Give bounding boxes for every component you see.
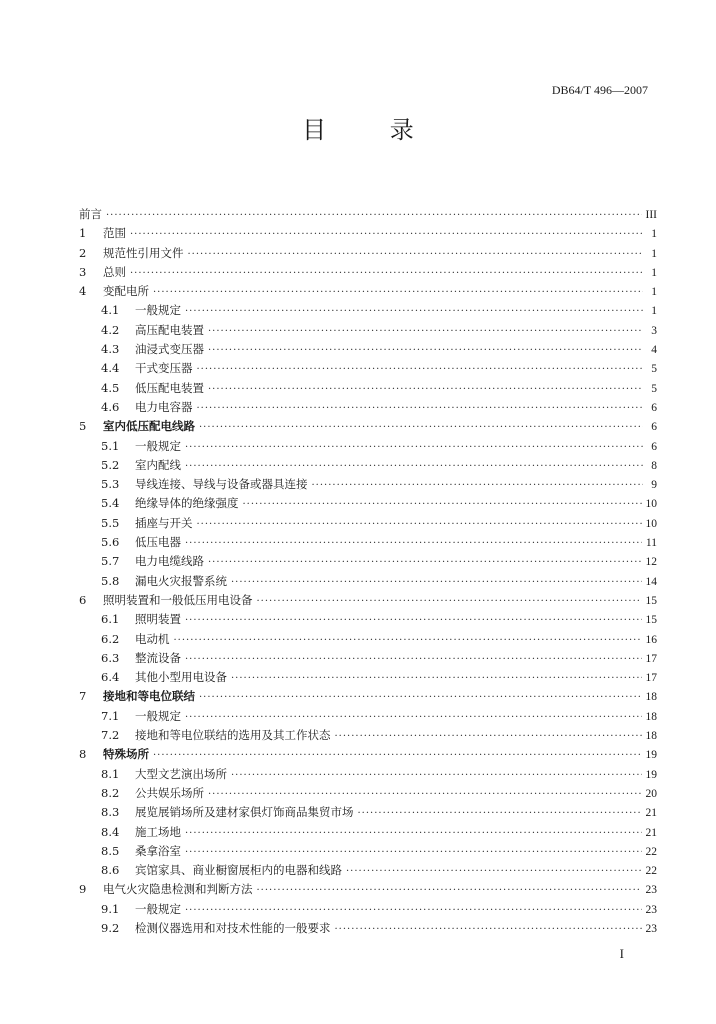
- toc-entry: [79, 225, 657, 244]
- toc-entry-label: 一般规定: [135, 901, 181, 916]
- toc-entry-number: 6.3: [101, 650, 120, 665]
- toc-entry-page: 1: [651, 247, 657, 260]
- page-number: I: [619, 946, 624, 961]
- toc-entry-page: III: [645, 209, 657, 221]
- toc-entry-number: 4.3: [101, 342, 120, 357]
- toc-entry-label: 插座与开关: [135, 515, 193, 530]
- toc-leader-dots: [106, 210, 642, 221]
- toc-entry-number: 6: [79, 592, 87, 607]
- toc-leader-dots: [197, 519, 642, 530]
- toc-entry-label: 电动机: [135, 631, 170, 646]
- toc-entry-number: 1: [79, 226, 87, 241]
- toc-entry-page: 20: [645, 787, 657, 800]
- toc-leader-dots: [153, 287, 643, 298]
- toc-leader-dots: [358, 808, 642, 819]
- toc-entry-label: 大型文艺演出场所: [135, 766, 227, 781]
- toc-leader-dots: [185, 615, 642, 626]
- toc-entry-number: 4.5: [101, 380, 120, 395]
- toc-leader-dots: [185, 905, 642, 916]
- toc-entry-page: 17: [645, 672, 657, 685]
- toc-entry-label: 接地和等电位联结: [103, 689, 195, 704]
- toc-leader-dots: [185, 828, 642, 839]
- toc-entry-page: 23: [645, 884, 657, 897]
- toc-entry-number: 6.1: [101, 612, 120, 627]
- toc-entry-page: 11: [645, 537, 657, 550]
- toc-leader-dots: [130, 268, 643, 279]
- toc-entry-label: 高压配电装置: [135, 322, 204, 337]
- toc-leader-dots: [231, 673, 642, 684]
- toc-entry-number: 9.1: [101, 901, 120, 916]
- toc-entry-page: 16: [645, 633, 657, 646]
- toc-entry-number: 6.2: [101, 631, 120, 646]
- toc-entry-label: 室内低压配电线路: [103, 419, 195, 434]
- toc-entry-page: 17: [645, 652, 657, 665]
- toc-entry: [79, 264, 657, 283]
- toc-entry-page: 21: [645, 807, 657, 820]
- toc-leader-dots: [185, 847, 642, 858]
- toc-entry-label: 整流设备: [135, 650, 181, 665]
- toc-entry-label: 特殊场所: [103, 747, 149, 762]
- toc-entry-page: 5: [651, 363, 657, 376]
- toc-entry: [79, 785, 657, 804]
- toc-entry: [79, 611, 657, 630]
- toc-leader-dots: [174, 635, 642, 646]
- toc-entry: [79, 360, 657, 379]
- toc-entry-number: 5.5: [101, 515, 120, 530]
- toc-entry-label: 电力电缆线路: [135, 554, 204, 569]
- toc-entry-page: 18: [645, 691, 657, 704]
- toc-leader-dots: [185, 461, 643, 472]
- toc-entry: [79, 573, 657, 592]
- toc-entry: [79, 592, 657, 611]
- toc-entry-page: 21: [645, 826, 657, 839]
- toc-entry-page: 22: [645, 865, 657, 878]
- toc-leader-dots: [185, 442, 643, 453]
- toc-leader-dots: [335, 731, 642, 742]
- toc-leader-dots: [335, 924, 642, 935]
- toc-entry-page: 6: [651, 401, 657, 414]
- toc-entry: [79, 399, 657, 418]
- toc-entry-page: 18: [645, 710, 657, 723]
- toc-entry-label: 一般规定: [135, 303, 181, 318]
- toc-entry-number: 4: [79, 284, 87, 299]
- toc-leader-dots: [208, 384, 643, 395]
- toc-entry-label: 油浸式变压器: [135, 342, 204, 357]
- toc-entry-page: 18: [645, 730, 657, 743]
- toc-entry-number: 5.6: [101, 535, 120, 550]
- toc-entry-number: 8.5: [101, 843, 120, 858]
- toc-entry-number: 7.1: [101, 708, 120, 723]
- toc-entry-number: 4.6: [101, 399, 120, 414]
- toc-entry-number: 5: [79, 419, 87, 434]
- toc-entry-label: 一般规定: [135, 438, 181, 453]
- toc-entry: [79, 476, 657, 495]
- toc-entry-page: 6: [651, 440, 657, 453]
- toc-leader-dots: [153, 750, 642, 761]
- toc-entry-number: 8.4: [101, 824, 120, 839]
- toc-entry: [79, 322, 657, 341]
- toc-entry: [79, 341, 657, 360]
- toc-entry: [79, 688, 657, 707]
- toc-entry: [79, 804, 657, 823]
- toc-entry-label: 干式变压器: [135, 361, 193, 376]
- toc-entry: [79, 283, 657, 302]
- toc-entry-number: 4.4: [101, 361, 120, 376]
- toc-entry-page: 12: [645, 556, 657, 569]
- toc-entry: [79, 457, 657, 476]
- toc-entry-number: 4.2: [101, 322, 120, 337]
- toc-leader-dots: [257, 885, 642, 896]
- toc-entry: [79, 302, 657, 321]
- toc-entry: [79, 631, 657, 650]
- toc-entry-page: 23: [645, 922, 657, 935]
- toc-entry-label: 低压配电装置: [135, 380, 204, 395]
- toc-leader-dots: [185, 306, 643, 317]
- table-of-contents: [79, 206, 657, 939]
- toc-leader-dots: [208, 557, 642, 568]
- toc-leader-dots: [231, 577, 642, 588]
- toc-leader-dots: [208, 326, 643, 337]
- toc-leader-dots: [197, 364, 644, 375]
- toc-leader-dots: [312, 480, 644, 491]
- toc-entry: [79, 708, 657, 727]
- toc-entry-number: 4.1: [101, 303, 120, 318]
- toc-entry-page: 9: [651, 479, 657, 492]
- toc-entry: [79, 245, 657, 264]
- toc-entry-number: 8.6: [101, 863, 120, 878]
- toc-entry: [79, 553, 657, 572]
- toc-entry: [79, 843, 657, 862]
- toc-entry-page: 1: [651, 228, 657, 241]
- toc-leader-dots: [199, 692, 642, 703]
- toc-entry-number: 8.3: [101, 805, 120, 820]
- toc-entry-label: 展览展销场所及建材家俱灯饰商品集贸市场: [135, 805, 354, 820]
- toc-entry: [79, 495, 657, 514]
- toc-leader-dots: [208, 345, 643, 356]
- toc-entry-label: 绝缘导体的绝缘强度: [135, 496, 239, 511]
- toc-entry-page: 15: [645, 594, 657, 607]
- toc-entry: [79, 380, 657, 399]
- toc-entry: [79, 920, 657, 939]
- toc-entry-number: 5.4: [101, 496, 120, 511]
- toc-entry-label: 范围: [103, 226, 126, 241]
- toc-entry: [79, 901, 657, 920]
- toc-entry: [79, 669, 657, 688]
- toc-entry-number: 5.1: [101, 438, 120, 453]
- standard-code: DB64/T 496—2007: [551, 83, 648, 97]
- toc-entry-page: 15: [645, 614, 657, 627]
- toc-leader-dots: [231, 770, 642, 781]
- toc-entry-label: 导线连接、导线与设备或器具连接: [135, 477, 308, 492]
- toc-entry-label: 其他小型用电设备: [135, 670, 227, 685]
- toc-leader-dots: [243, 499, 642, 510]
- toc-entry-number: 3: [79, 264, 87, 279]
- toc-entry-number: 5.2: [101, 457, 120, 472]
- toc-entry-number: 7.2: [101, 728, 120, 743]
- toc-entry-label: 前言: [79, 207, 102, 221]
- toc-leader-dots: [185, 654, 642, 665]
- toc-entry: [79, 534, 657, 553]
- toc-entry: [79, 746, 657, 765]
- toc-entry-label: 施工场地: [135, 824, 181, 839]
- toc-entry-label: 照明装置和一般低压用电设备: [103, 592, 253, 607]
- toc-entry-label: 一般规定: [135, 708, 181, 723]
- page-title: 目 录: [302, 116, 442, 144]
- toc-entry-page: 1: [651, 266, 657, 279]
- toc-entry-page: 5: [651, 382, 657, 395]
- toc-entry-label: 电力电容器: [135, 399, 193, 414]
- toc-entry: [79, 824, 657, 843]
- toc-entry-label: 电气火灾隐患检测和判断方法: [103, 882, 253, 897]
- toc-entry-number: 9: [79, 882, 87, 897]
- toc-entry: [79, 881, 657, 900]
- toc-entry-label: 室内配线: [135, 457, 181, 472]
- toc-entry-page: 23: [645, 903, 657, 916]
- toc-entry-page: 6: [651, 421, 657, 434]
- toc-entry: [79, 862, 657, 881]
- toc-leader-dots: [185, 712, 642, 723]
- toc-entry-label: 漏电火灾报警系统: [135, 573, 227, 588]
- toc-entry-number: 8.1: [101, 766, 120, 781]
- toc-entry-number: 6.4: [101, 670, 120, 685]
- toc-entry-page: 14: [645, 575, 657, 588]
- toc-entry-number: 2: [79, 245, 87, 260]
- toc-entry-number: 5.7: [101, 554, 120, 569]
- toc-entry-label: 桑拿浴室: [135, 843, 181, 858]
- toc-entry-number: 5.8: [101, 573, 120, 588]
- toc-leader-dots: [199, 422, 643, 433]
- toc-entry-page: 1: [651, 305, 657, 318]
- toc-entry-page: 10: [645, 517, 657, 530]
- toc-entry-page: 8: [651, 459, 657, 472]
- toc-entry-label: 规范性引用文件: [103, 245, 184, 260]
- toc-entry: [79, 438, 657, 457]
- toc-entry-page: 19: [645, 768, 657, 781]
- toc-entry-number: 5.3: [101, 477, 120, 492]
- toc-entry: [79, 206, 657, 225]
- toc-entry-page: 1: [651, 286, 657, 299]
- toc-entry: [79, 515, 657, 534]
- toc-entry-label: 接地和等电位联结的选用及其工作状态: [135, 728, 331, 743]
- toc-leader-dots: [208, 789, 642, 800]
- toc-entry-label: 总则: [103, 264, 126, 279]
- toc-entry-page: 10: [645, 498, 657, 511]
- toc-entry-label: 照明装置: [135, 612, 181, 627]
- toc-entry-label: 低压电器: [135, 535, 181, 550]
- toc-leader-dots: [185, 538, 642, 549]
- toc-entry: [79, 727, 657, 746]
- toc-entry: [79, 650, 657, 669]
- toc-entry-page: 4: [651, 344, 657, 357]
- toc-entry-page: 22: [645, 845, 657, 858]
- toc-entry-label: 宾馆家具、商业橱窗展柜内的电器和线路: [135, 863, 342, 878]
- toc-entry: [79, 418, 657, 437]
- toc-entry: [79, 766, 657, 785]
- toc-leader-dots: [346, 866, 642, 877]
- toc-entry-label: 公共娱乐场所: [135, 785, 204, 800]
- toc-leader-dots: [197, 403, 644, 414]
- toc-entry-label: 检测仪器选用和对技术性能的一般要求: [135, 920, 331, 935]
- toc-entry-page: 3: [651, 324, 657, 337]
- toc-leader-dots: [130, 229, 643, 240]
- toc-entry-number: 7: [79, 689, 87, 704]
- toc-leader-dots: [257, 596, 642, 607]
- toc-entry-page: 19: [645, 749, 657, 762]
- toc-entry-number: 9.2: [101, 920, 120, 935]
- toc-entry-label: 变配电所: [103, 284, 149, 299]
- toc-leader-dots: [188, 249, 644, 260]
- toc-entry-number: 8: [79, 747, 87, 762]
- toc-entry-number: 8.2: [101, 785, 120, 800]
